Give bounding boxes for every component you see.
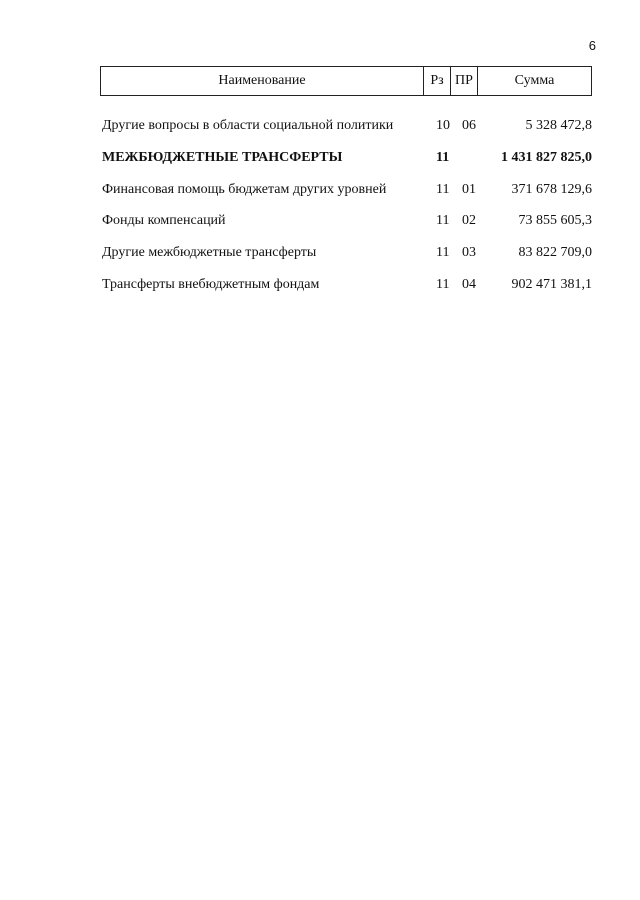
row-rz: 11 [436,213,450,228]
row-pr: 03 [462,245,476,260]
row-rz: 11 [436,150,450,165]
table-row [102,277,592,297]
header-name: Наименование [101,67,424,95]
row-rz: 11 [436,182,450,197]
row-rz: 11 [436,277,450,292]
row-sum: 1 431 827 825,0 [501,150,592,165]
row-name: Другие вопросы в области социальной политики [102,118,394,133]
row-pr: 01 [462,182,476,197]
row-sum: 5 328 472,8 [525,118,592,133]
header-sum: Сумма [514,73,555,88]
row-rz: 10 [436,118,450,133]
table-row-section [102,150,592,170]
row-name: МЕЖБЮДЖЕТНЫЕ ТРАНСФЕРТЫ [102,150,343,165]
row-sum: 73 855 605,3 [518,213,592,228]
table-row [102,182,592,202]
row-pr: 04 [462,277,476,292]
row-rz: 11 [436,245,450,260]
table-row [102,213,592,233]
row-sum: 902 471 381,1 [511,277,592,292]
page-number: 6 [588,38,596,53]
table-row [102,118,592,138]
row-name: Трансферты внебюджетным фондам [102,277,320,292]
row-pr: 02 [462,213,476,228]
row-name: Другие межбюджетные трансферты [102,245,317,260]
row-sum: 371 678 129,6 [511,182,592,197]
row-name: Фонды компенсаций [102,213,226,228]
header-rz: Рз [424,67,451,95]
table-row [102,245,592,265]
table-header [100,66,592,96]
header-pr: ПР [451,67,478,95]
row-pr: 06 [462,118,476,133]
row-sum: 83 822 709,0 [518,245,592,260]
row-name: Финансовая помощь бюджетам других уровней [102,182,387,197]
